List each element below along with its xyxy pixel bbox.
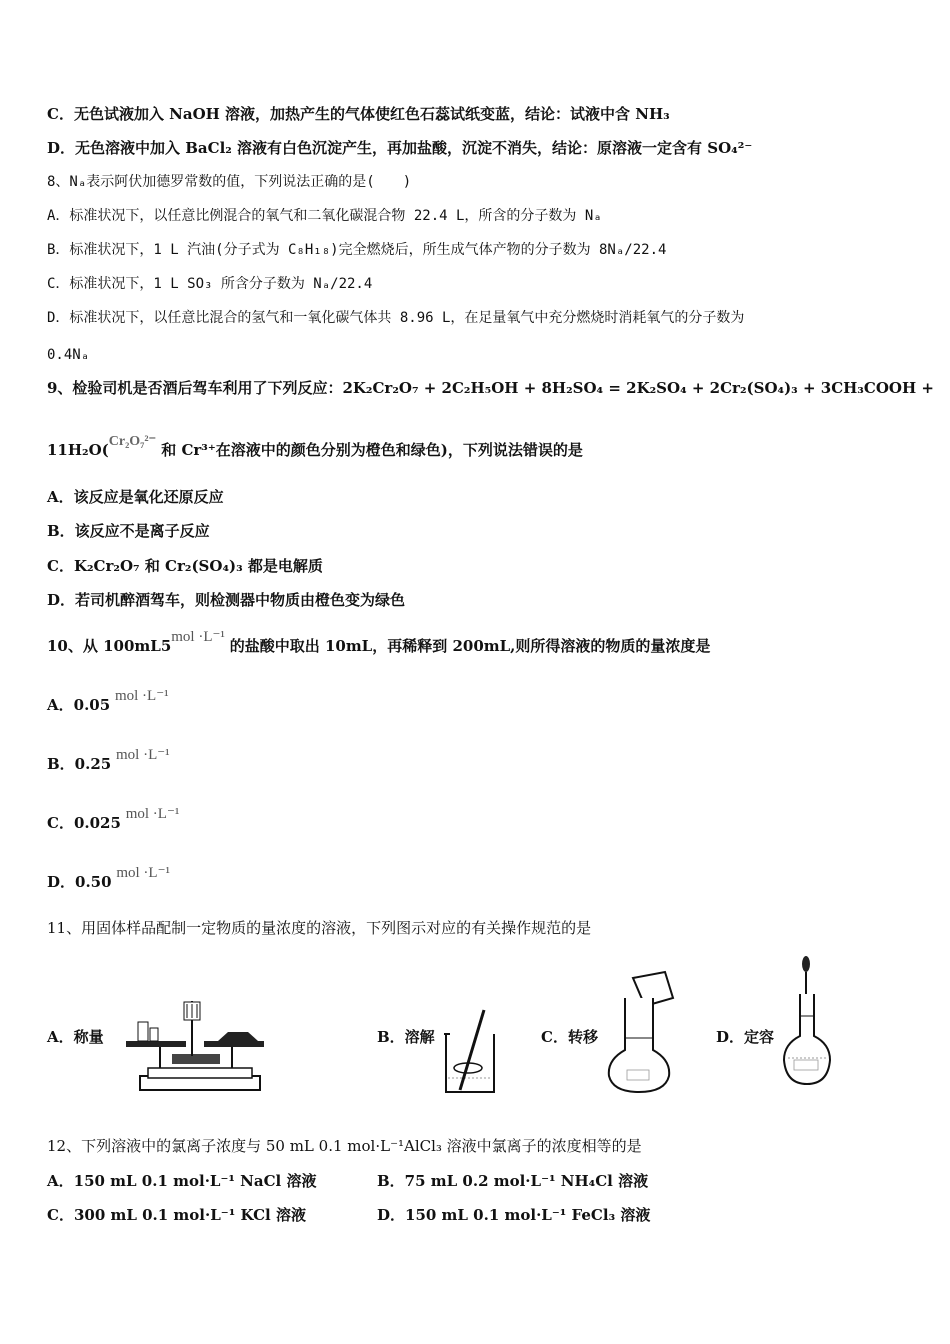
q12-option-b: B．75 mL 0.2 mol·L⁻¹ NH₄Cl 溶液 bbox=[377, 1172, 649, 1190]
q10-option-b-label: B．0.25 bbox=[47, 755, 112, 773]
q12-option-a: A．150 mL 0.1 mol·L⁻¹ NaCl 溶液 bbox=[47, 1172, 317, 1190]
q8-option-c: C．标准状况下，1 L SO₃ 所含分子数为 Nₐ/22.4 bbox=[47, 276, 373, 292]
balance-icon bbox=[120, 996, 270, 1096]
q9-option-b: B．该反应不是离子反应 bbox=[47, 522, 210, 540]
q11-figure-c-label: C．转移 bbox=[541, 1028, 598, 1046]
q10-option-a bbox=[47, 688, 169, 716]
q11-figure-d-label: D．定容 bbox=[716, 1028, 775, 1046]
q7-option-d: D．无色溶液中加入 BaCl₂ 溶液有白色沉淀产生，再加盐酸，沉淀不消失，结论：原溶液一定含有 SO₄²⁻ bbox=[47, 139, 753, 157]
q10-option-a-label: A．0.05 bbox=[47, 696, 111, 714]
q10-stem bbox=[47, 629, 711, 657]
q10-option-d-unit: mol ·L⁻¹ bbox=[116, 865, 170, 881]
q12-stem: 12、下列溶液中的氯离子浓度与 50 mL 0.1 mol·L⁻¹AlCl₃ 溶液中氯离子的浓度相等的是 bbox=[47, 1137, 642, 1155]
dichromate-ion: Cr₂O₇²⁻ bbox=[108, 434, 156, 449]
q10-option-b-unit: mol ·L⁻¹ bbox=[116, 747, 170, 763]
q9-option-d: D．若司机醉酒驾车，则检测器中物质由橙色变为绿色 bbox=[47, 591, 406, 609]
q8-option-d: D．标准状况下，以任意比混合的氢气和一氧化碳气体共 8.96 L，在足量氧气中充分燃烧时消耗氧气的分子数为 bbox=[47, 310, 745, 326]
q8-option-d-cont: 0.4Nₐ bbox=[47, 347, 90, 363]
q12-option-d: D．150 mL 0.1 mol·L⁻¹ FeCl₃ 溶液 bbox=[377, 1206, 651, 1224]
q10-option-c bbox=[47, 806, 180, 834]
q7-option-c: C．无色试液加入 NaOH 溶液，加热产生的气体使红色石蕊试纸变蓝，结论：试液中含 NH₃ bbox=[47, 105, 670, 123]
q9-stem-part-a: 11H₂O( bbox=[47, 441, 109, 459]
q8-option-a: A．标准状况下，以任意比例混合的氧气和二氧化碳混合物 22.4 L，所含的分子数为 Nₐ bbox=[47, 208, 602, 224]
q10-unit: mol ·L⁻¹ bbox=[171, 629, 225, 645]
q11-stem: 11、用固体样品配制一定物质的量浓度的溶液，下列图示对应的有关操作规范的是 bbox=[47, 919, 592, 937]
q10-option-b bbox=[47, 747, 170, 775]
q10-option-c-unit: mol ·L⁻¹ bbox=[125, 806, 180, 822]
q8-option-b: B．标准状况下，1 L 汽油(分子式为 C₈H₁₈)完全燃烧后，所生成气体产物的分子数为 8Nₐ/22.4 bbox=[47, 242, 667, 258]
volumetric-flask-transfer-icon bbox=[605, 968, 680, 1096]
q12-option-c: C．300 mL 0.1 mol·L⁻¹ KCl 溶液 bbox=[47, 1206, 306, 1224]
q9-stem-part-b: 和 Cr³⁺在溶液中的颜色分别为橙色和绿色)，下列说法错误的是 bbox=[161, 441, 583, 459]
q9-option-c: C．K₂Cr₂O₇ 和 Cr₂(SO₄)₃ 都是电解质 bbox=[47, 557, 323, 575]
q11-figure-b-label: B．溶解 bbox=[377, 1028, 435, 1046]
q10-option-d-label: D．0.50 bbox=[47, 873, 112, 891]
q10-stem-part-a: 10、从 100mL5 bbox=[47, 637, 172, 655]
q10-option-a-unit: mol ·L⁻¹ bbox=[114, 688, 169, 704]
q10-option-c-label: C．0.025 bbox=[47, 814, 121, 832]
q10-stem-part-b: 的盐酸中取出 10mL，再稀释到 200mL,则所得溶液的物质的量浓度是 bbox=[229, 637, 711, 655]
q11-figure-a-label: A．称量 bbox=[47, 1028, 104, 1046]
q9-stem-line1: 9、检验司机是否酒后驾车利用了下列反应：2K₂Cr₂O₇ + 2C₂H₅OH + 8H₂SO₄ = 2K₂SO₄ + 2Cr₂(SO₄)₃ + 3CH₃COOH + bbox=[47, 379, 934, 397]
q10-option-d bbox=[47, 865, 170, 893]
q9-stem-line2 bbox=[47, 434, 583, 462]
q9-option-a: A．该反应是氧化还原反应 bbox=[47, 488, 224, 506]
q8-stem: 8、Nₐ表示阿伏加德罗常数的值，下列说法正确的是( ) bbox=[47, 174, 412, 190]
volumetric-flask-dropper-icon bbox=[780, 954, 835, 1090]
beaker-icon bbox=[440, 1006, 500, 1096]
